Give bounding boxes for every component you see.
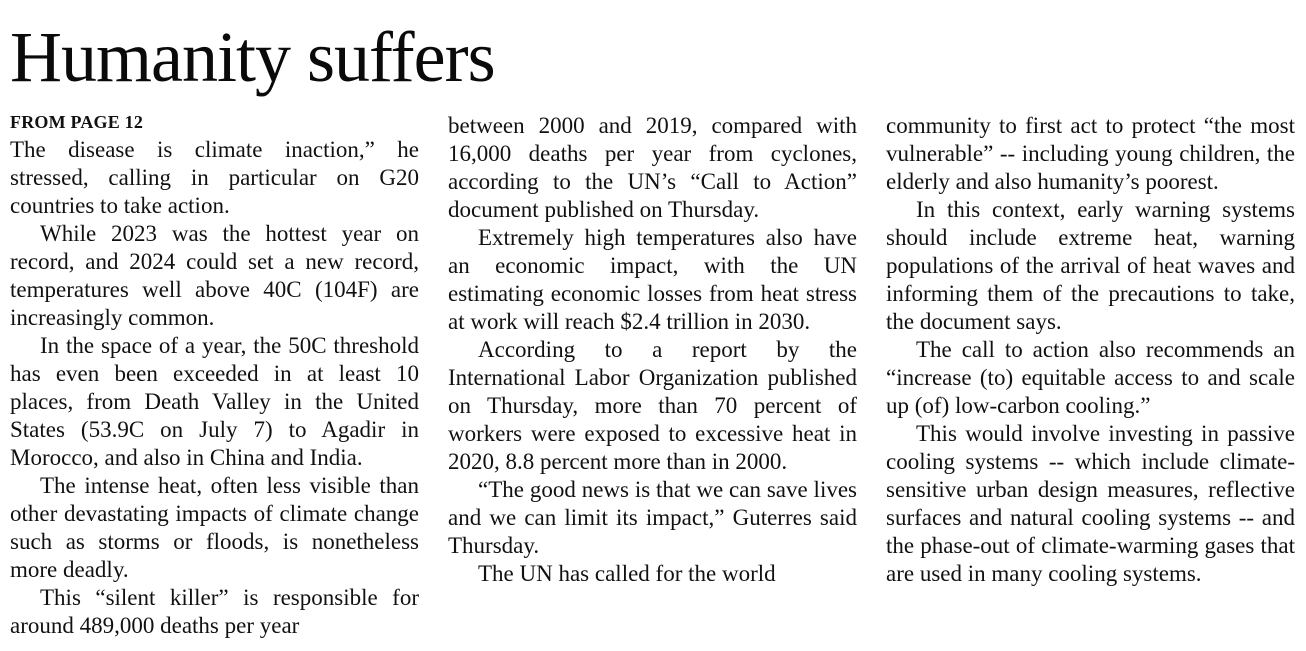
- paragraph: The intense heat, often less visible than other devastating impacts of climate change such as storms or floods, is nonetheless more deadly.: [10, 473, 419, 582]
- article-column-3: [886, 112, 1295, 588]
- paragraph: The call to action also recommends an “increase (to) equitable access to and scale up (of) low-carbon cooling.”: [886, 337, 1295, 418]
- jump-line-kicker: FROM PAGE 12: [10, 112, 144, 132]
- paragraph: The disease is climate inaction,” he stressed, calling in particular on G20 countries to take action.: [10, 137, 419, 218]
- paragraph: between 2000 and 2019, compared with 16,000 deaths per year from cyclones, according to the UN’s “Call to Action” document published on Thursday.: [448, 113, 857, 222]
- headline: Humanity suffers: [10, 17, 495, 97]
- paragraph: The UN has called for the world: [478, 561, 776, 586]
- paragraph: According to a report by the International Labor Organization published on Thursday, more than 70 percent of workers were exposed to excessive heat in 2020, 8.8 percent more than in 2000.: [448, 337, 857, 474]
- paragraph: In this context, early warning systems should include extreme heat, warning populations of the arrival of heat waves and informing them of the precautions to take, the document says.: [886, 197, 1295, 334]
- paragraph: This “silent killer” is responsible for around 489,000 deaths per year: [10, 585, 419, 638]
- paragraph: “The good news is that we can save lives and we can limit its impact,” Guterres said Thursday.: [448, 477, 857, 558]
- paragraph: In the space of a year, the 50C threshold has even been exceeded in at least 10 places, from Death Valley in the United States (53.9C on July 7) to Agadir in Morocco, and also in China and India.: [10, 333, 419, 470]
- paragraph: While 2023 was the hottest year on record, and 2024 could set a new record, temperatures well above 40C (104F) are increasingly common.: [10, 221, 419, 330]
- article-column-2: [448, 112, 857, 588]
- article-column-1: [10, 112, 419, 640]
- paragraph: This would involve investing in passive cooling systems -- which include climate-sensitive urban design measures, reflective surfaces and natural cooling systems -- and the phase-out of climate-warming gases that are used in many cooling systems.: [886, 421, 1295, 586]
- paragraph: community to first act to protect “the most vulnerable” -- including young children, the elderly and also humanity’s poorest.: [886, 113, 1295, 194]
- paragraph: Extremely high temperatures also have an economic impact, with the UN estimating economic losses from heat stress at work will reach $2.4 trillion in 2030.: [448, 225, 857, 334]
